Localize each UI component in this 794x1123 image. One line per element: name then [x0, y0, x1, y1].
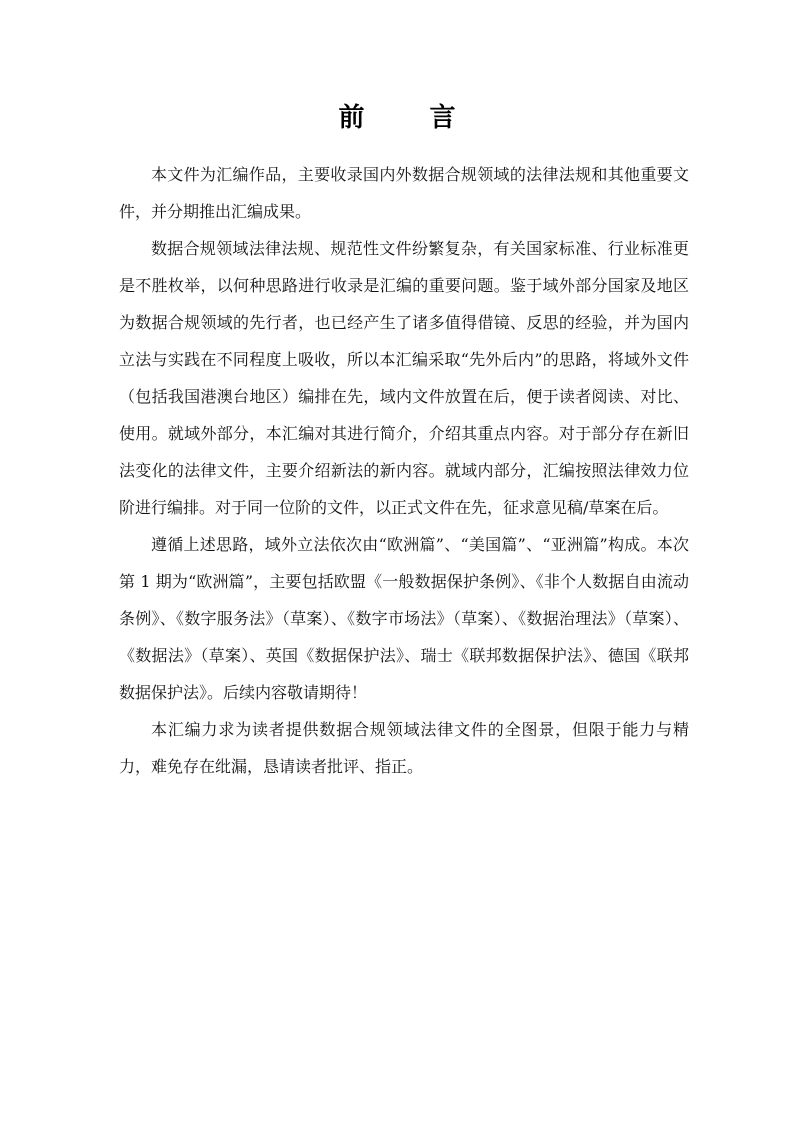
paragraph-structure: 遵循上述思路，域外立法依次由“欧洲篇”、“美国篇”、“亚洲篇”构成。本次第 1 期为“欧洲篇”，主要包括欧盟《一般数据保护条例》、《非个人数据自由流动条例》、《数字服务法》（草案）、《数字市场法》（草案）、《数据治理法》（草案）、《数据法》（草案）、英国《数据保护法》、瑞士《联邦数据保护法》、德国《联邦数据保护法》。后续内容敬请期待！	[119, 535, 689, 702]
page-title: 前 言	[338, 103, 484, 133]
paragraph-intro: 本文件为汇编作品，主要收录国内外数据合规领域的法律法规和其他重要文件，并分期推出汇编成果。	[119, 165, 689, 221]
document-body	[119, 156, 689, 785]
paragraph-closing: 本汇编力求为读者提供数据合规领域法律文件的全图景，但限于能力与精力，难免存在纰漏，恳请读者批评、指正。	[119, 720, 689, 776]
paragraph-approach: 数据合规领域法律法规、规范性文件纷繁复杂，有关国家标准、行业标准更是不胜枚举，以何种思路进行收录是汇编的重要问题。鉴于域外部分国家及地区为数据合规领域的先行者，也已经产生了诸多值得借镜、反思的经验，并为国内立法与实践在不同程度上吸收，所以本汇编采取“先外后内”的思路，将域外文件（包括我国港澳台地区）编排在先，域内文件放置在后，便于读者阅读、对比、使用。就域外部分，本汇编对其进行简介，介绍其重点内容。对于部分存在新旧法变化的法律文件，主要介绍新法的新内容。就域内部分，汇编按照法律效力位阶进行编排。对于同一位阶的文件，以正式文件在先，征求意见稿/草案在后。	[119, 239, 689, 517]
